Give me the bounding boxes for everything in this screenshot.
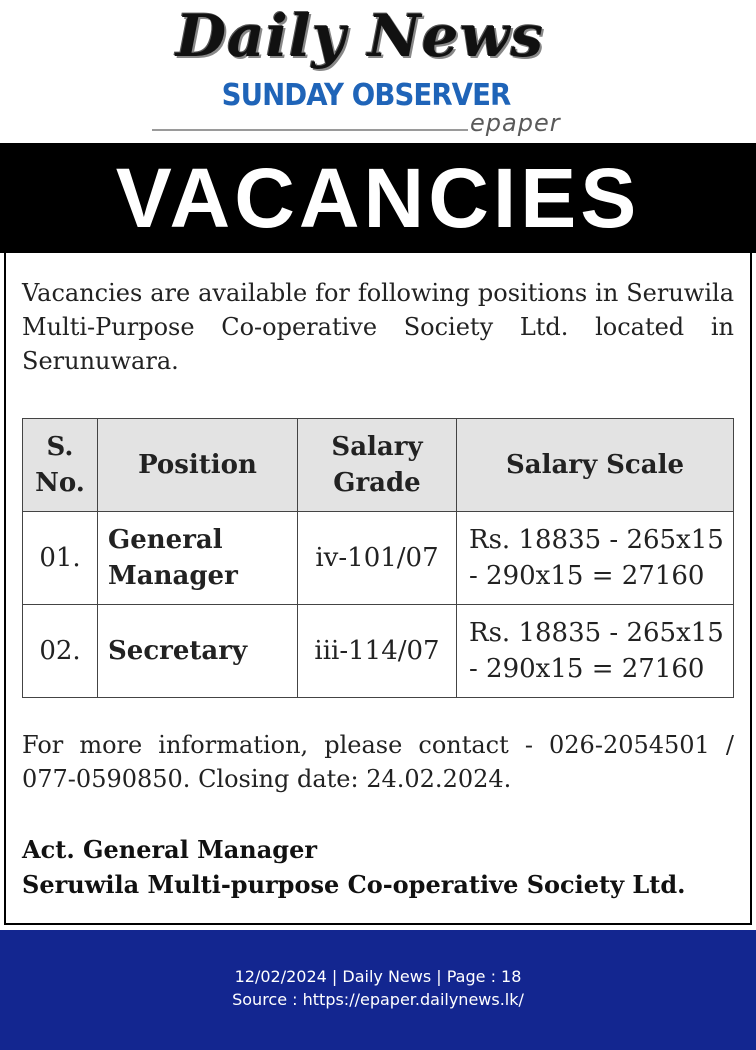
header-sno-line1: S.	[46, 432, 74, 462]
header-scale: Salary Scale	[457, 419, 734, 512]
table-header-row	[23, 419, 734, 512]
row-scale-line1: Rs. 18835 - 265x15	[469, 618, 724, 648]
header-sno-line2: No.	[35, 468, 85, 498]
footer-source-link[interactable]: Source : https://epaper.dailynews.lk/	[232, 990, 524, 1009]
table-row	[23, 512, 734, 605]
vacancy-table	[22, 418, 734, 698]
signature-org: Seruwila Multi-purpose Co-operative Society Ltd.	[22, 870, 686, 899]
row-scale-line1: Rs. 18835 - 265x15	[469, 525, 724, 555]
header-sno	[23, 419, 98, 512]
row-position	[98, 512, 298, 605]
sunday-observer-logo: SUNDAY OBSERVER	[221, 78, 511, 113]
vacancies-banner	[0, 143, 756, 253]
header-grade	[298, 419, 457, 512]
row-grade: iv-101/07	[298, 512, 457, 605]
contact-text: For more information, please contact - 026-2054501 / 077-0590850. Closing date: 24.02.2024.	[22, 731, 734, 793]
row-scale	[457, 512, 734, 605]
row-scale	[457, 605, 734, 698]
signature-block	[22, 832, 734, 902]
row-grade: iii-114/07	[298, 605, 457, 698]
header-grade-line2: Grade	[333, 468, 421, 498]
row-position-line1: General	[108, 525, 223, 555]
signature-title: Act. General Manager	[22, 835, 317, 864]
epaper-label: epaper	[470, 109, 561, 137]
table-row	[23, 605, 734, 698]
daily-news-logo: Daily News	[175, 2, 545, 70]
row-number: 01.	[23, 512, 98, 605]
row-position-line2: Manager	[108, 561, 238, 591]
header-position: Position	[98, 419, 298, 512]
page-footer	[0, 930, 756, 1050]
intro-text: Vacancies are available for following positions in Seruwila Multi-Purpose Co-operative Society Ltd. located in Serunuwara.	[22, 279, 734, 375]
footer-date-line: 12/02/2024 | Daily News | Page : 18	[234, 967, 522, 986]
banner-title: VACANCIES	[115, 151, 641, 245]
row-scale-line2: - 290x15 = 27160	[469, 561, 705, 591]
row-position: Secretary	[98, 605, 298, 698]
header-grade-line1: Salary	[331, 432, 423, 462]
row-number: 02.	[23, 605, 98, 698]
masthead	[0, 0, 756, 143]
masthead-divider	[152, 129, 468, 131]
row-scale-line2: - 290x15 = 27160	[469, 654, 705, 684]
